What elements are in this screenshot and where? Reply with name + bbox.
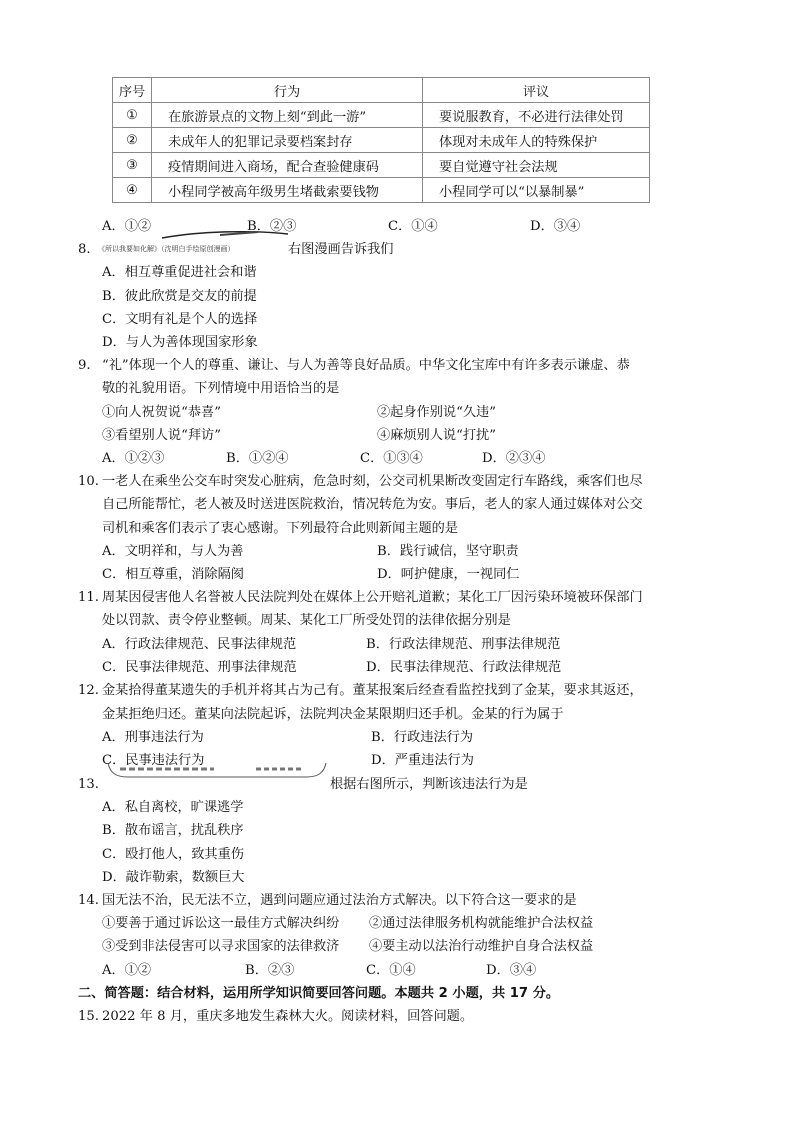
q14-item-2: ②通过法律服务机构就能维护合法权益 [369, 916, 594, 931]
q7-option-d: D．③④ [530, 219, 581, 234]
q14-stem: 国无法不治，民无法不立，遇到问题应通过法治方式解决。以下符合这一要求的是 [102, 893, 577, 908]
q15-number: 15. [78, 1009, 99, 1024]
q12-option-c: C．民事违法行为 [102, 753, 205, 768]
q9-item-2: ②起身作别说“久违” [377, 405, 496, 420]
q9-option-a: A．①②③ [102, 451, 165, 466]
q14-item-4: ④要主动以法治行动维护自身合法权益 [369, 939, 594, 954]
table-header-cell: 行为 [152, 78, 423, 103]
q10-option-c: C．相互尊重，消除隔阂 [102, 567, 244, 582]
q12-stem-line1: 金某拾得董某遗失的手机并将其占为己有。董某报案后经查看监控找到了金某，要求其返还， [102, 683, 643, 698]
q9-option-b: B．①②④ [226, 451, 289, 466]
q8-stem: 右图漫画告诉我们 [288, 242, 394, 257]
q8-option-d: D．与人为善体现国家形象 [102, 335, 258, 350]
table-cell: ③ [113, 153, 152, 178]
q13-option-c: C．殴打他人，致其重伤 [102, 847, 244, 862]
q8-option-a: A．相互尊重促进社会和谐 [102, 265, 257, 280]
q14-option-b: B．②③ [245, 963, 295, 978]
q8-number: 8. [78, 242, 91, 257]
cartoon-caption: 《所以我要如化解》（沈明白手绘原创漫画） [98, 245, 235, 253]
q11-option-a: A．行政法律规范、民事法律规范 [102, 637, 297, 652]
table-cell: 疫情期间进入商场，配合查验健康码 [152, 153, 423, 178]
q12-option-d: D．严重违法行为 [371, 753, 474, 768]
q9-item-3: ③看望别人说“拜访” [102, 428, 221, 443]
q14-item-3: ③受到非法侵害可以寻求国家的法律救济 [102, 939, 340, 954]
section-2-title: 二、简答题：结合材料，运用所学知识简要回答问题。本题共 2 小题，共 17 分。 [78, 986, 560, 1001]
q9-item-1: ①向人祝贺说“恭喜” [102, 405, 221, 420]
q13-option-b: B．散布谣言，扰乱秩序 [102, 823, 244, 838]
q11-option-c: C．民事法律规范、刑事法律规范 [102, 660, 297, 675]
table-row [113, 128, 650, 153]
table-cell: 未成年人的犯罪记录要档案封存 [152, 128, 423, 153]
table-cell: ① [113, 103, 152, 128]
q10-option-d: D．呵护健康，一视同仁 [377, 567, 520, 582]
table-row [113, 178, 650, 203]
q12-option-a: A．刑事违法行为 [102, 730, 204, 745]
table-cell: 在旅游景点的文物上刻“到此一游” [152, 103, 423, 128]
q13-number: 13. [78, 777, 99, 792]
q11-stem-line1: 周某因侵害他人名誉被人民法院判处在媒体上公开赔礼道歉；某化工厂因污染环境被环保部门 [102, 590, 643, 605]
table-row [113, 153, 650, 178]
q13-stem: 根据右图所示，判断该违法行为是 [330, 777, 528, 792]
q14-number: 14. [78, 893, 99, 908]
q12-stem-line2: 金某拒绝归还。董某向法院起诉，法院判决金某限期归还手机。金某的行为属于 [102, 707, 564, 722]
table-cell: 要说服教育，不必进行法律处罚 [423, 103, 650, 128]
q11-option-b: B．行政法律规范、刑事法律规范 [366, 637, 561, 652]
q13-option-a: A．私自离校，旷课逃学 [102, 800, 244, 815]
table-cell: 小程同学被高年级男生堵截索要钱物 [152, 178, 423, 203]
q15-stem: 2022 年 8 月，重庆多地发生森林大火。阅读材料，回答问题。 [102, 1009, 474, 1024]
q9-item-4: ④麻烦别人说“打扰” [377, 428, 496, 443]
q14-option-c: C．①④ [366, 963, 416, 978]
table-header-cell: 评议 [423, 78, 650, 103]
q14-option-a: A．①② [102, 963, 152, 978]
q10-number: 10. [78, 474, 99, 489]
q12-option-b: B．行政违法行为 [371, 730, 474, 745]
q9-stem-line1: “礼”体现一个人的尊重、谦让、与人为善等良好品质。中华文化宝库中有许多表示谦虚、恭 [102, 358, 630, 373]
q10-option-b: B．践行诚信，坚守职责 [377, 544, 519, 559]
cartoon-edge-image [160, 228, 290, 242]
q7-option-c: C．①④ [388, 219, 438, 234]
q11-option-d: D．民事法律规范、行政法律规范 [366, 660, 562, 675]
q10-stem-line1: 一老人在乘坐公交车时突发心脏病，危急时刻，公交司机果断改变固定行车路线，乘客们也尽 [102, 474, 643, 489]
q11-number: 11. [78, 590, 99, 605]
table-cell: 小程同学可以“以暴制暴” [423, 178, 650, 203]
q8-option-c: C．文明有礼是个人的选择 [102, 312, 258, 327]
q10-option-a: A．文明祥和，与人为善 [102, 544, 244, 559]
q8-option-b: B．彼此欣赏是交友的前提 [102, 289, 257, 304]
figure-edge-image [106, 761, 328, 781]
table-row [113, 103, 650, 128]
q7-option-a: A．①② [102, 219, 152, 234]
table-cell: ④ [113, 178, 152, 203]
q12-number: 12. [78, 683, 99, 698]
q10-stem-line3: 司机和乘客们表示了衷心感谢。下列最符合此则新闻主题的是 [102, 521, 459, 536]
table-cell: 要自觉遵守社会法规 [423, 153, 650, 178]
table-cell: ② [113, 128, 152, 153]
q11-stem-line2: 处以罚款、责令停业整顿。周某、某化工厂所受处罚的法律依据分别是 [102, 613, 511, 628]
q13-option-d: D．敲诈勒索，数额巨大 [102, 870, 245, 885]
q9-stem-line2: 敬的礼貌用语。下列情境中用语恰当的是 [102, 381, 340, 396]
q9-option-d: D．②③④ [482, 451, 546, 466]
table-header-row [113, 78, 650, 103]
q7-option-b: B．②③ [247, 219, 297, 234]
q14-option-d: D．③④ [486, 963, 537, 978]
q9-option-c: C．①③④ [360, 451, 423, 466]
table-cell: 体现对未成年人的特殊保护 [423, 128, 650, 153]
q14-item-1: ①要善于通过诉讼这一最佳方式解决纠纷 [102, 916, 340, 931]
table-header-cell: 序号 [113, 78, 152, 103]
q10-stem-line2: 自己所能帮忙，老人被及时送进医院救治，情况转危为安。事后，老人的家人通过媒体对公交 [102, 497, 643, 512]
behavior-table [112, 77, 650, 203]
q9-number: 9. [78, 358, 91, 373]
